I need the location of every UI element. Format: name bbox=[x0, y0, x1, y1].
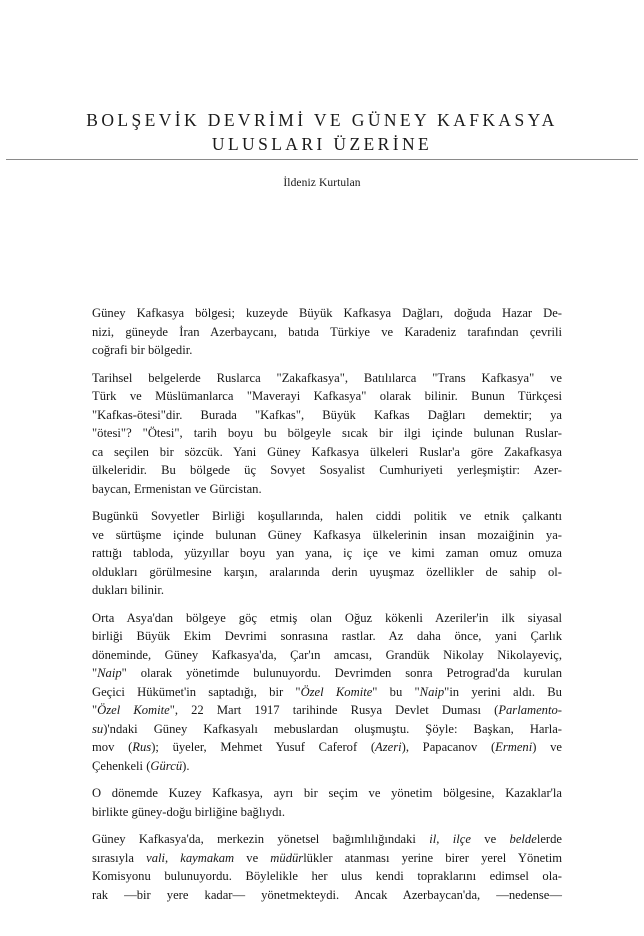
paragraph-line: Çehenkeli (Gürcü). bbox=[92, 758, 190, 773]
paragraph-line: "Naip" olarak yönetimde bulunuyordu. Devrimden sonra Petrograd'da kurulan bbox=[92, 666, 562, 680]
article-title-line-2: ULUSLARI ÜZERİNE bbox=[211, 134, 433, 154]
paragraph bbox=[92, 784, 562, 821]
paragraph-line: Türk ve Müslümanlarca "Maverayi Kafkasya" olarak bilinir. Bunun Türkçesi bbox=[92, 389, 562, 403]
paragraph bbox=[92, 507, 562, 600]
paragraph-line: Bugünkü Sovyetler Birliği koşullarında, halen ciddi politik ve etnik çalkantı bbox=[92, 509, 562, 523]
paragraph-line: ca seçilen bir sözcük. Yani Güney Kafkasya ülkeleri Ruslar'a göre Zakafkasya bbox=[92, 444, 562, 459]
paragraph-line: "Kafkas-ötesi"dir. Burada "Kafkas", Büyük Kafkas Dağları demektir; ya bbox=[92, 407, 562, 422]
paragraph-line: "Özel Komite", 22 Mart 1917 tarihinde Rusya Devlet Duması (Parlamento- bbox=[92, 703, 562, 717]
paragraph-line: rak —bir yere kadar— yönetmekteydi. Ancak Azerbaycan'da, —nedense— bbox=[92, 887, 562, 902]
paragraph-line: Güney Kafkasya bölgesi; kuzeyde Büyük Kafkasya Dağları, doğuda Hazar De- bbox=[92, 306, 562, 320]
paragraph-line: dukları bilinir. bbox=[92, 583, 165, 597]
article-title-line-1: BOLŞEVİK DEVRİMİ VE GÜNEY KAFKASYA bbox=[86, 110, 558, 130]
paragraph-line: baycan, Ermenistan ve Gürcistan. bbox=[92, 481, 262, 496]
paragraph bbox=[92, 304, 562, 360]
paragraph-line: ve sürtüşme içinde bulunan Güney Kafkasya ülkelerinin insan mozaiğinin ya- bbox=[92, 527, 562, 542]
paragraph-line: Tarihsel belgelerde Ruslarca "Zakafkasya", Batılılarca "Trans Kafkasya" ve bbox=[92, 370, 562, 385]
paragraph-line: coğrafi bir bölgedir. bbox=[92, 343, 193, 357]
paragraph-line: "ötesi"? "Ötesi", tarih boyu bu bölgeyle sıcak bir ilgi içinde bulunan Ruslar- bbox=[92, 426, 562, 440]
paragraph bbox=[92, 830, 562, 904]
paragraph-line: Komisyonu bulunuyordu. Böylelikle her ulus kendi topraklarını edimsel ola- bbox=[92, 869, 562, 883]
paragraph-line: nizi, güneyde İran Azerbaycanı, batıda Türkiye ve Karadeniz tarafından çevrili bbox=[92, 324, 562, 339]
paragraph-line: birliği Büyük Ekim Devrimi sonrasına rastlar. Az daha önce, yani Çarlık bbox=[92, 629, 562, 643]
paragraph-line: birlikte güney-doğu birliğine bağlıydı. bbox=[92, 804, 286, 819]
paragraph-line: mov (Rus); üyeler, Mehmet Yusuf Caferof (Azeri), Papacanov (Ermeni) ve bbox=[92, 740, 563, 754]
paragraph-line: sırasıyla vali, kaymakam ve müdürlükler atanması yerine birer yerel Yönetim bbox=[92, 850, 562, 865]
paragraph-line: Orta Asya'dan bölgeye göç etmiş olan Oğuz kökenli Azeriler'in ilk siyasal bbox=[92, 610, 562, 625]
article-author: İldeniz Kurtulan bbox=[283, 177, 361, 189]
title-rule bbox=[6, 159, 638, 160]
paragraph-line: su)'ndaki Güney Kafkasyalı mebuslardan oluşmuştu. Şöyle: Başkan, Harla- bbox=[92, 721, 562, 736]
article-body bbox=[92, 304, 562, 913]
paragraph-line: döneminde, Güney Kafkasya'da, Çar'ın amcası, Grandük Nikolay Nikolayeviç, bbox=[92, 647, 562, 662]
paragraph-line: ülkeleridir. Bu bölgede üç Sovyet Sosyalist Cumhuriyeti yerleşmiştir: Azer- bbox=[92, 463, 562, 477]
article-title bbox=[0, 108, 644, 156]
paragraph-line: Güney Kafkasya'da, merkezin yönetsel bağımlılığındaki il, ilçe ve beldelerde bbox=[92, 832, 562, 846]
paragraph-line: oldukları görülmesine karşın, aralarında derin uyuşmaz özellikler de sahip ol- bbox=[92, 564, 562, 579]
paragraph bbox=[92, 369, 562, 499]
paragraph-line: O dönemde Kuzey Kafkasya, ayrı bir seçim ve yönetim bölgesine, Kazaklar'la bbox=[92, 786, 562, 800]
paragraph-line: Geçici Hükümet'in saptadığı, bir "Özel Komite" bu "Naip"in yerini aldı. Bu bbox=[92, 684, 562, 699]
paragraph-line: rattığı tabloda, yüzyıllar boyu yan yana, iç içe ve kimi zaman omuz omuza bbox=[92, 546, 562, 560]
paragraph bbox=[92, 609, 562, 776]
